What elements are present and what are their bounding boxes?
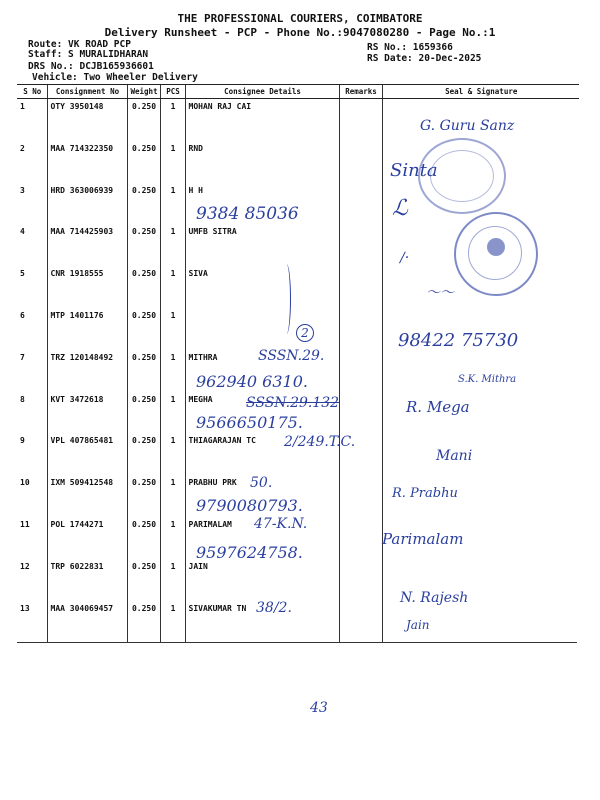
consignment-no: MAA 304069457 — [47, 601, 127, 643]
weight: 0.250 — [127, 308, 160, 350]
sno: 3 — [20, 185, 25, 195]
consignee: JAIN — [185, 559, 339, 601]
handwritten-address: 38/2. — [256, 600, 292, 616]
col-remarks: Remarks — [339, 85, 382, 99]
weight: 0.250 — [127, 601, 160, 643]
consignee: SIVA — [185, 266, 339, 308]
consignment-no: VPL 407865481 — [47, 433, 127, 475]
pcs: 1 — [160, 183, 185, 225]
remarks — [339, 601, 382, 643]
remarks — [339, 99, 382, 141]
consignee: MITHRA — [185, 350, 339, 392]
sno: 2 — [20, 143, 25, 153]
bank-seal-stamp — [454, 212, 538, 296]
remarks — [339, 266, 382, 308]
pcs: 1 — [160, 475, 185, 517]
remarks — [339, 517, 382, 559]
pcs: 1 — [160, 224, 185, 266]
remarks — [339, 308, 382, 350]
weight: 0.250 — [127, 99, 160, 141]
pcs: 1 — [160, 517, 185, 559]
signature-cell — [382, 433, 579, 475]
pcs: 1 — [160, 350, 185, 392]
table-header-row — [17, 85, 579, 99]
weight: 0.250 — [127, 433, 160, 475]
handwritten-address: 2/249.T.C. — [284, 434, 356, 450]
signature: R. Mega — [406, 398, 470, 416]
handwritten-phone: 9566650175. — [196, 413, 303, 432]
consignment-no: MTP 1401176 — [47, 308, 127, 350]
handwritten-address: 47-K.N. — [254, 516, 308, 532]
sno: 10 — [20, 478, 30, 488]
weight: 0.250 — [127, 266, 160, 308]
pcs: 1 — [160, 141, 185, 183]
weight: 0.250 — [127, 141, 160, 183]
sno: 9 — [20, 436, 25, 446]
sno: 4 — [20, 227, 25, 237]
handwritten-phone: 98422 75730 — [398, 330, 519, 351]
consignment-no: KVT 3472618 — [47, 392, 127, 434]
pcs: 1 — [160, 99, 185, 141]
consignee: RND — [185, 141, 339, 183]
drs-label: DRS No.: DCJB165936601 — [28, 61, 154, 72]
sno: 1 — [20, 102, 25, 111]
signature-cell — [382, 350, 579, 392]
remarks — [339, 559, 382, 601]
weight: 0.250 — [127, 392, 160, 434]
remarks — [339, 350, 382, 392]
consignment-no: TRP 6022831 — [47, 559, 127, 601]
signature: ℒ — [392, 196, 408, 221]
runsheet-subtitle: Delivery Runsheet - PCP - Phone No.:9047080280 - Page No.:1 — [104, 26, 496, 39]
handwritten-marker: 2 — [296, 324, 314, 342]
weight: 0.250 — [127, 350, 160, 392]
consignee: MOHAN RAJ CAI — [185, 99, 339, 141]
col-consignee: Consignee Details — [185, 85, 339, 99]
col-signature: Seal & Signature — [382, 85, 579, 99]
weight: 0.250 — [127, 224, 160, 266]
signature: R. Prabhu — [392, 486, 458, 501]
pcs: 1 — [160, 266, 185, 308]
signature: ∕· — [400, 250, 410, 266]
remarks — [339, 392, 382, 434]
rs-date: RS Date: 20-Dec-2025 — [367, 53, 482, 64]
company-title: THE PROFESSIONAL COURIERS, COIMBATORE — [177, 12, 423, 25]
handwritten-address: 50. — [250, 475, 273, 491]
handwritten-phone: 9384 85036 — [196, 204, 299, 224]
signature: Mani — [436, 448, 473, 464]
sno: 11 — [20, 519, 30, 529]
consignee: H H — [185, 183, 339, 225]
consignee: THIAGARAJAN TC — [185, 433, 339, 475]
consignee — [185, 308, 339, 350]
consignee: PARIMALAM — [185, 517, 339, 559]
remarks — [339, 224, 382, 266]
consignment-no: OTY 3950148 — [47, 99, 127, 141]
consignment-no: MAA 714322350 — [47, 141, 127, 183]
signature: Parimalam — [382, 530, 464, 548]
consignment-no: CNR 1918555 — [47, 266, 127, 308]
staff-label: Staff: S MURALIDHARAN — [28, 49, 149, 60]
handwritten-phone: 9597624758. — [196, 543, 303, 562]
consignee: MEGHA — [185, 392, 339, 434]
handwritten-address: SSSN.29. — [258, 348, 325, 364]
consignee: UMFB SITRA — [185, 224, 339, 266]
sno: 8 — [20, 394, 25, 404]
col-pcs: PCS — [160, 85, 185, 99]
signature: Jain — [406, 618, 430, 632]
sno: 5 — [20, 269, 25, 279]
signature: G. Guru Sanz — [420, 118, 515, 134]
weight: 0.250 — [127, 517, 160, 559]
consignment-no: POL 1744271 — [47, 517, 127, 559]
remarks — [339, 183, 382, 225]
pcs: 1 — [160, 601, 185, 643]
handwritten-address: SSSN.29.132 — [246, 395, 340, 411]
pcs: 1 — [160, 308, 185, 350]
sno: 12 — [20, 561, 30, 571]
sno: 13 — [20, 603, 30, 613]
consignment-no: IXM 509412548 — [47, 475, 127, 517]
signature: Sinta — [390, 160, 438, 181]
sno: 7 — [20, 352, 25, 362]
table-row — [17, 601, 579, 643]
consignment-no: TRZ 120148492 — [47, 350, 127, 392]
consignment-no: MAA 714425903 — [47, 224, 127, 266]
vehicle-label: Vehicle: Two Wheeler Delivery — [32, 72, 198, 83]
pcs: 1 — [160, 433, 185, 475]
weight: 0.250 — [127, 475, 160, 517]
handwritten-phone: 962940 6310. — [196, 372, 308, 391]
consignment-no: HRD 363006939 — [47, 183, 127, 225]
row-divider — [17, 642, 577, 643]
route-label: Route: VK ROAD PCP — [28, 39, 131, 50]
signature: S.K. Mithra — [458, 374, 517, 385]
pcs: 1 — [160, 559, 185, 601]
signature: 〜〜 — [426, 285, 454, 301]
remarks — [339, 475, 382, 517]
weight: 0.250 — [127, 559, 160, 601]
handwritten-phone: 9790080793. — [196, 496, 303, 515]
table-row — [17, 559, 579, 601]
remarks — [339, 141, 382, 183]
consignee: SIVAKUMAR TN — [185, 601, 339, 643]
col-sno: S No — [17, 85, 47, 99]
weight: 0.250 — [127, 183, 160, 225]
signature: N. Rajesh — [400, 590, 469, 606]
handwritten-bracket — [282, 264, 291, 334]
pcs: 1 — [160, 392, 185, 434]
consignee: PRABHU PRK — [185, 475, 339, 517]
sno: 6 — [20, 310, 25, 320]
col-consignment: Consignment No — [47, 85, 127, 99]
rs-number: RS No.: 1659366 — [367, 42, 453, 53]
col-weight: Weight — [127, 85, 160, 99]
handwritten-page-mark: 43 — [310, 700, 328, 716]
